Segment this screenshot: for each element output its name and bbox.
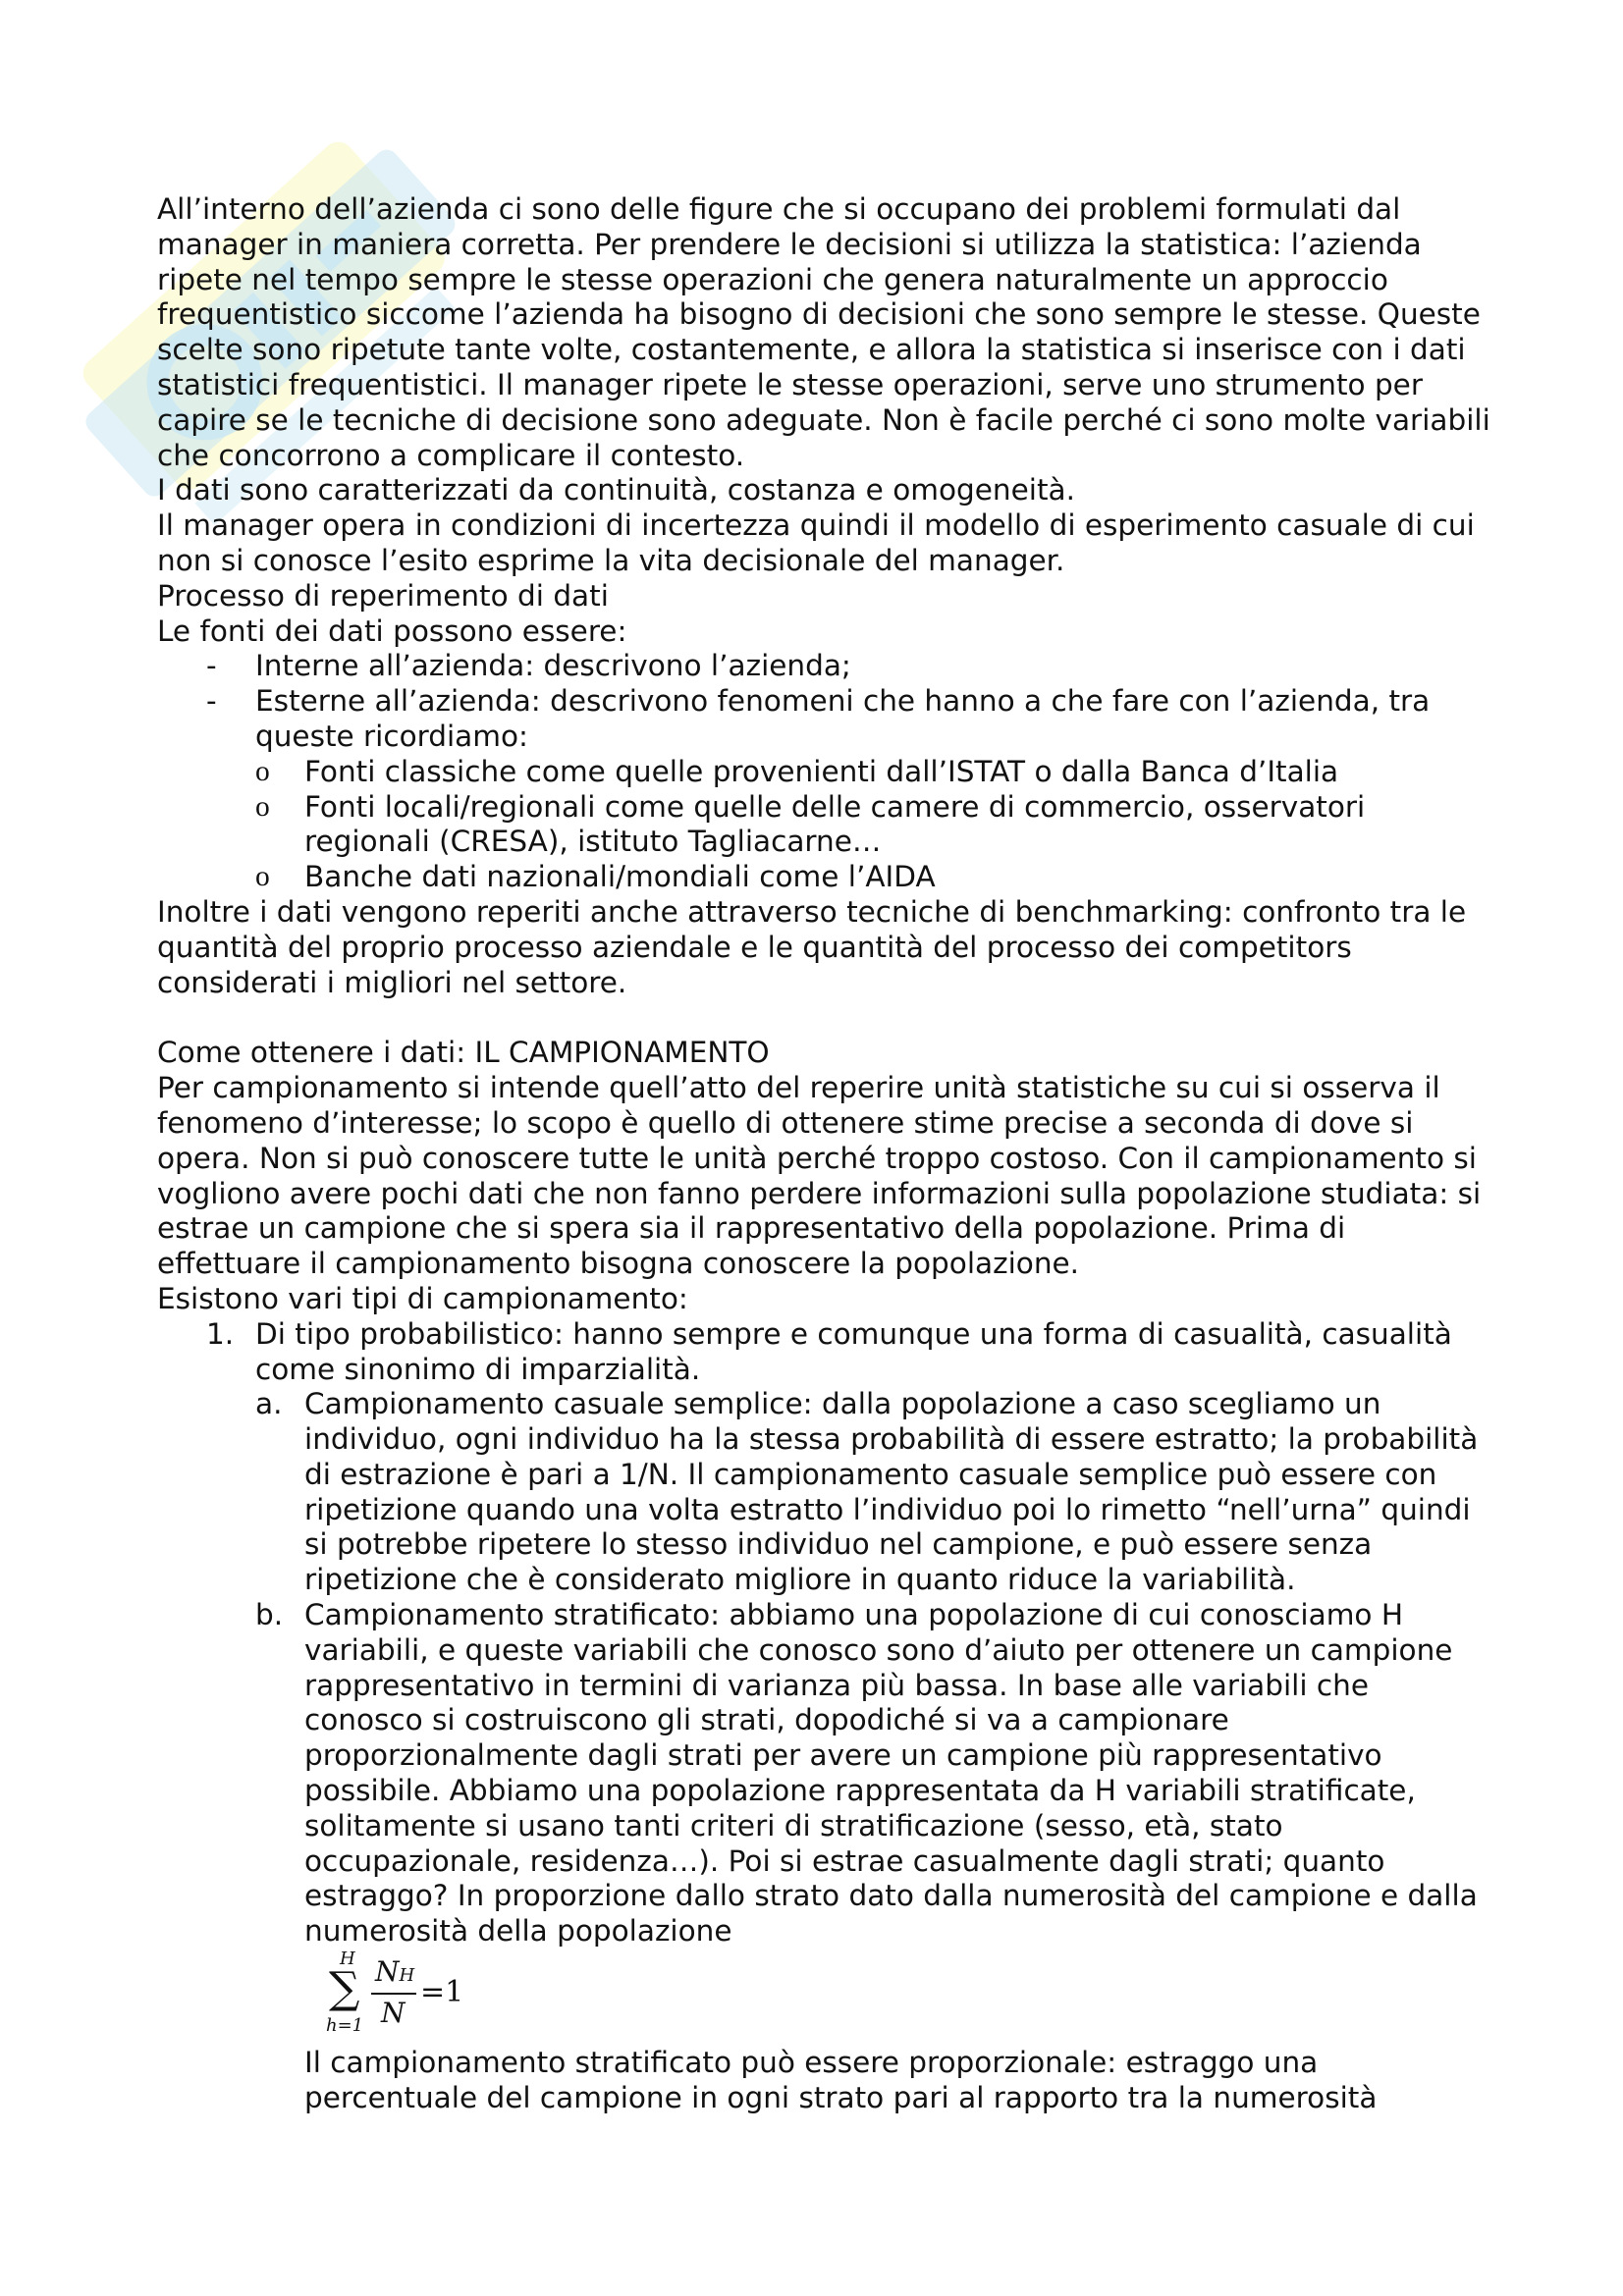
sampling-types-intro: Esistono vari tipi di campionamento:	[157, 1281, 688, 1315]
formula-denominator: N	[381, 1997, 406, 2030]
list-item	[157, 649, 1492, 684]
list-item-text: Di tipo probabilistico: hanno sempre e comunque una forma di casualità, casualità come sinonimo di imparzialità.	[255, 1316, 1452, 1386]
list-item	[157, 684, 1492, 895]
uncertainty-paragraph: Il manager opera in condizioni di incertezza quindi il modello di esperimento casuale di cui non si conosce l’esito esprime la vita decisionale del manager.	[157, 508, 1475, 577]
sublist-item	[206, 755, 1492, 790]
summation-formula	[304, 1951, 1492, 2046]
probabilistic-sublist	[206, 1387, 1492, 2115]
dash-marker: -	[206, 649, 217, 683]
sublist-item	[206, 1387, 1492, 1598]
simple-random-sampling: Campionamento casuale semplice: dalla popolazione a caso scegliamo un individuo, ogni individuo ha la stessa probabilità di essere estratto; la probabilità di estrazione è pari a 1/N. Il campionamento casuale semplice può essere con ripetizione quando una volta estratto l’individuo poi lo rimetto “nell’urna” quindi si potrebbe ripetere lo stesso individuo nel campione, e può essere senza ripetizione che è considerato migliore in quanto riduce la variabilità.	[304, 1387, 1479, 1597]
sampling-definition: Per campionamento si intende quell’atto del reperire unità statistiche su cui si osserva il fenomeno d’interesse; lo scopo è quello di ottenere stime precise a seconda di dove si opera. Non si può conoscere tutte le unità perché troppo costoso. Con il campionamento si vogliono avere pochi dati che non fanno perdere informazioni sulla popolazione studiata: si estrae un campione che si spera sia il rappresentativo della popolazione. Prima di effettuare il campionamento bisogna conoscere la popolazione.	[157, 1071, 1482, 1281]
sampling-types-list	[157, 1317, 1492, 2116]
number-marker: 1.	[206, 1316, 235, 1351]
formula-rhs: =1	[420, 1975, 464, 2010]
sublist-item-text: Fonti locali/regionali come quelle delle camere di commercio, osservatori regionali (CRESA), istituto Tagliacarne…	[304, 789, 1366, 859]
sublist-item	[206, 1598, 1492, 2116]
formula-numerator	[375, 1957, 414, 1991]
fraction-bar	[371, 1993, 416, 1995]
numerator-symbol: N	[375, 1955, 400, 1989]
list-item-text: Esterne all’azienda: descrivono fenomeni che hanno a che fare con l’azienda, tra queste ricordiamo:	[255, 684, 1431, 753]
circle-marker: o	[255, 790, 270, 823]
circle-marker: o	[255, 861, 270, 893]
numerator-subscript: H	[399, 1965, 415, 1987]
data-retrieval-title: Processo di reperimento di dati	[157, 578, 609, 613]
sublist-item-text: Fonti classiche come quelle provenienti dall’ISTAT o dalla Banca d’Italia	[304, 754, 1339, 788]
stratified-sampling: Campionamento stratificato: abbiamo una popolazione di cui conosciamo H variabili, e queste variabili che conosco sono d’aiuto per ottenere un campione rappresentativo in termini di varianza più bassa. In base alle variabili che conosco si costruiscono gli strati, dopodiché si va a campionare proporzionalmente dagli strati per avere un campione più rappresentativo possibile. Abbiamo una popolazione rappresentata da H variabili stratificate, solitamente si usano tanti criteri di stratificazione (sesso, età, stato occupazionale, residenza…). Poi si estrae casualmente dagli strati; quanto estraggo? In proporzione dallo strato dato dalla numerosità del campione e dalla numerosità della popolazione	[304, 1598, 1478, 1949]
sampling-heading: Come ottenere i dati: IL CAMPIONAMENTO	[157, 1036, 770, 1070]
benchmarking-paragraph: Inoltre i dati vengono reperiti anche attraverso tecniche di benchmarking: confronto tra le quantità del proprio processo aziendale e le quantità del processo dei competitors considerati i migliori nel settore.	[157, 894, 1467, 999]
list-item-text: Interne all’azienda: descrivono l’azienda;	[255, 649, 851, 683]
circle-marker: o	[255, 755, 270, 787]
sigma-symbol: ∑	[329, 1963, 360, 2014]
external-sources-sublist	[206, 755, 1492, 895]
sublist-item	[206, 860, 1492, 895]
sublist-item	[206, 790, 1492, 861]
proportional-stratified-text: Il campionamento stratificato può essere proporzionale: estraggo una percentuale del campione in ogni strato pari al rapporto tra la numerosità	[304, 2046, 1378, 2114]
intro-paragraph: All’interno dell’azienda ci sono delle figure che si occupano dei problemi formulati dal manager in maniera corretta. Per prendere le decisioni si utilizza la statistica: l’azienda ripete nel tempo sempre le stesse operazioni che genera naturalmente un approccio frequentistico siccome l’azienda ha bisogno di decisioni che sono sempre le stesse. Queste scelte sono ripetute tante volte, costantemente, e allora la statistica si inserisce con i dati statistici frequentistici. Il manager ripete le stesse operazioni, serve uno strumento per capire se le tecniche di decisione sono adeguate. Non è facile perché ci sono molte variabili che concorrono a complicare il contesto.	[157, 192, 1490, 472]
formula-upper-limit: H	[340, 1949, 355, 1970]
sublist-item-text: Banche dati nazionali/mondiali come l’AIDA	[304, 860, 936, 894]
data-sources-intro: Le fonti dei dati possono essere:	[157, 614, 627, 648]
sources-list	[157, 649, 1492, 895]
dash-marker: -	[206, 684, 217, 719]
letter-marker: a.	[255, 1387, 283, 1421]
document-body	[157, 192, 1492, 2116]
list-item	[157, 1317, 1492, 2116]
formula-lower-limit: h=1	[326, 2015, 364, 2037]
letter-marker: b.	[255, 1598, 284, 1632]
data-characteristics: I dati sono caratterizzati da continuità, costanza e omogeneità.	[157, 473, 1075, 507]
